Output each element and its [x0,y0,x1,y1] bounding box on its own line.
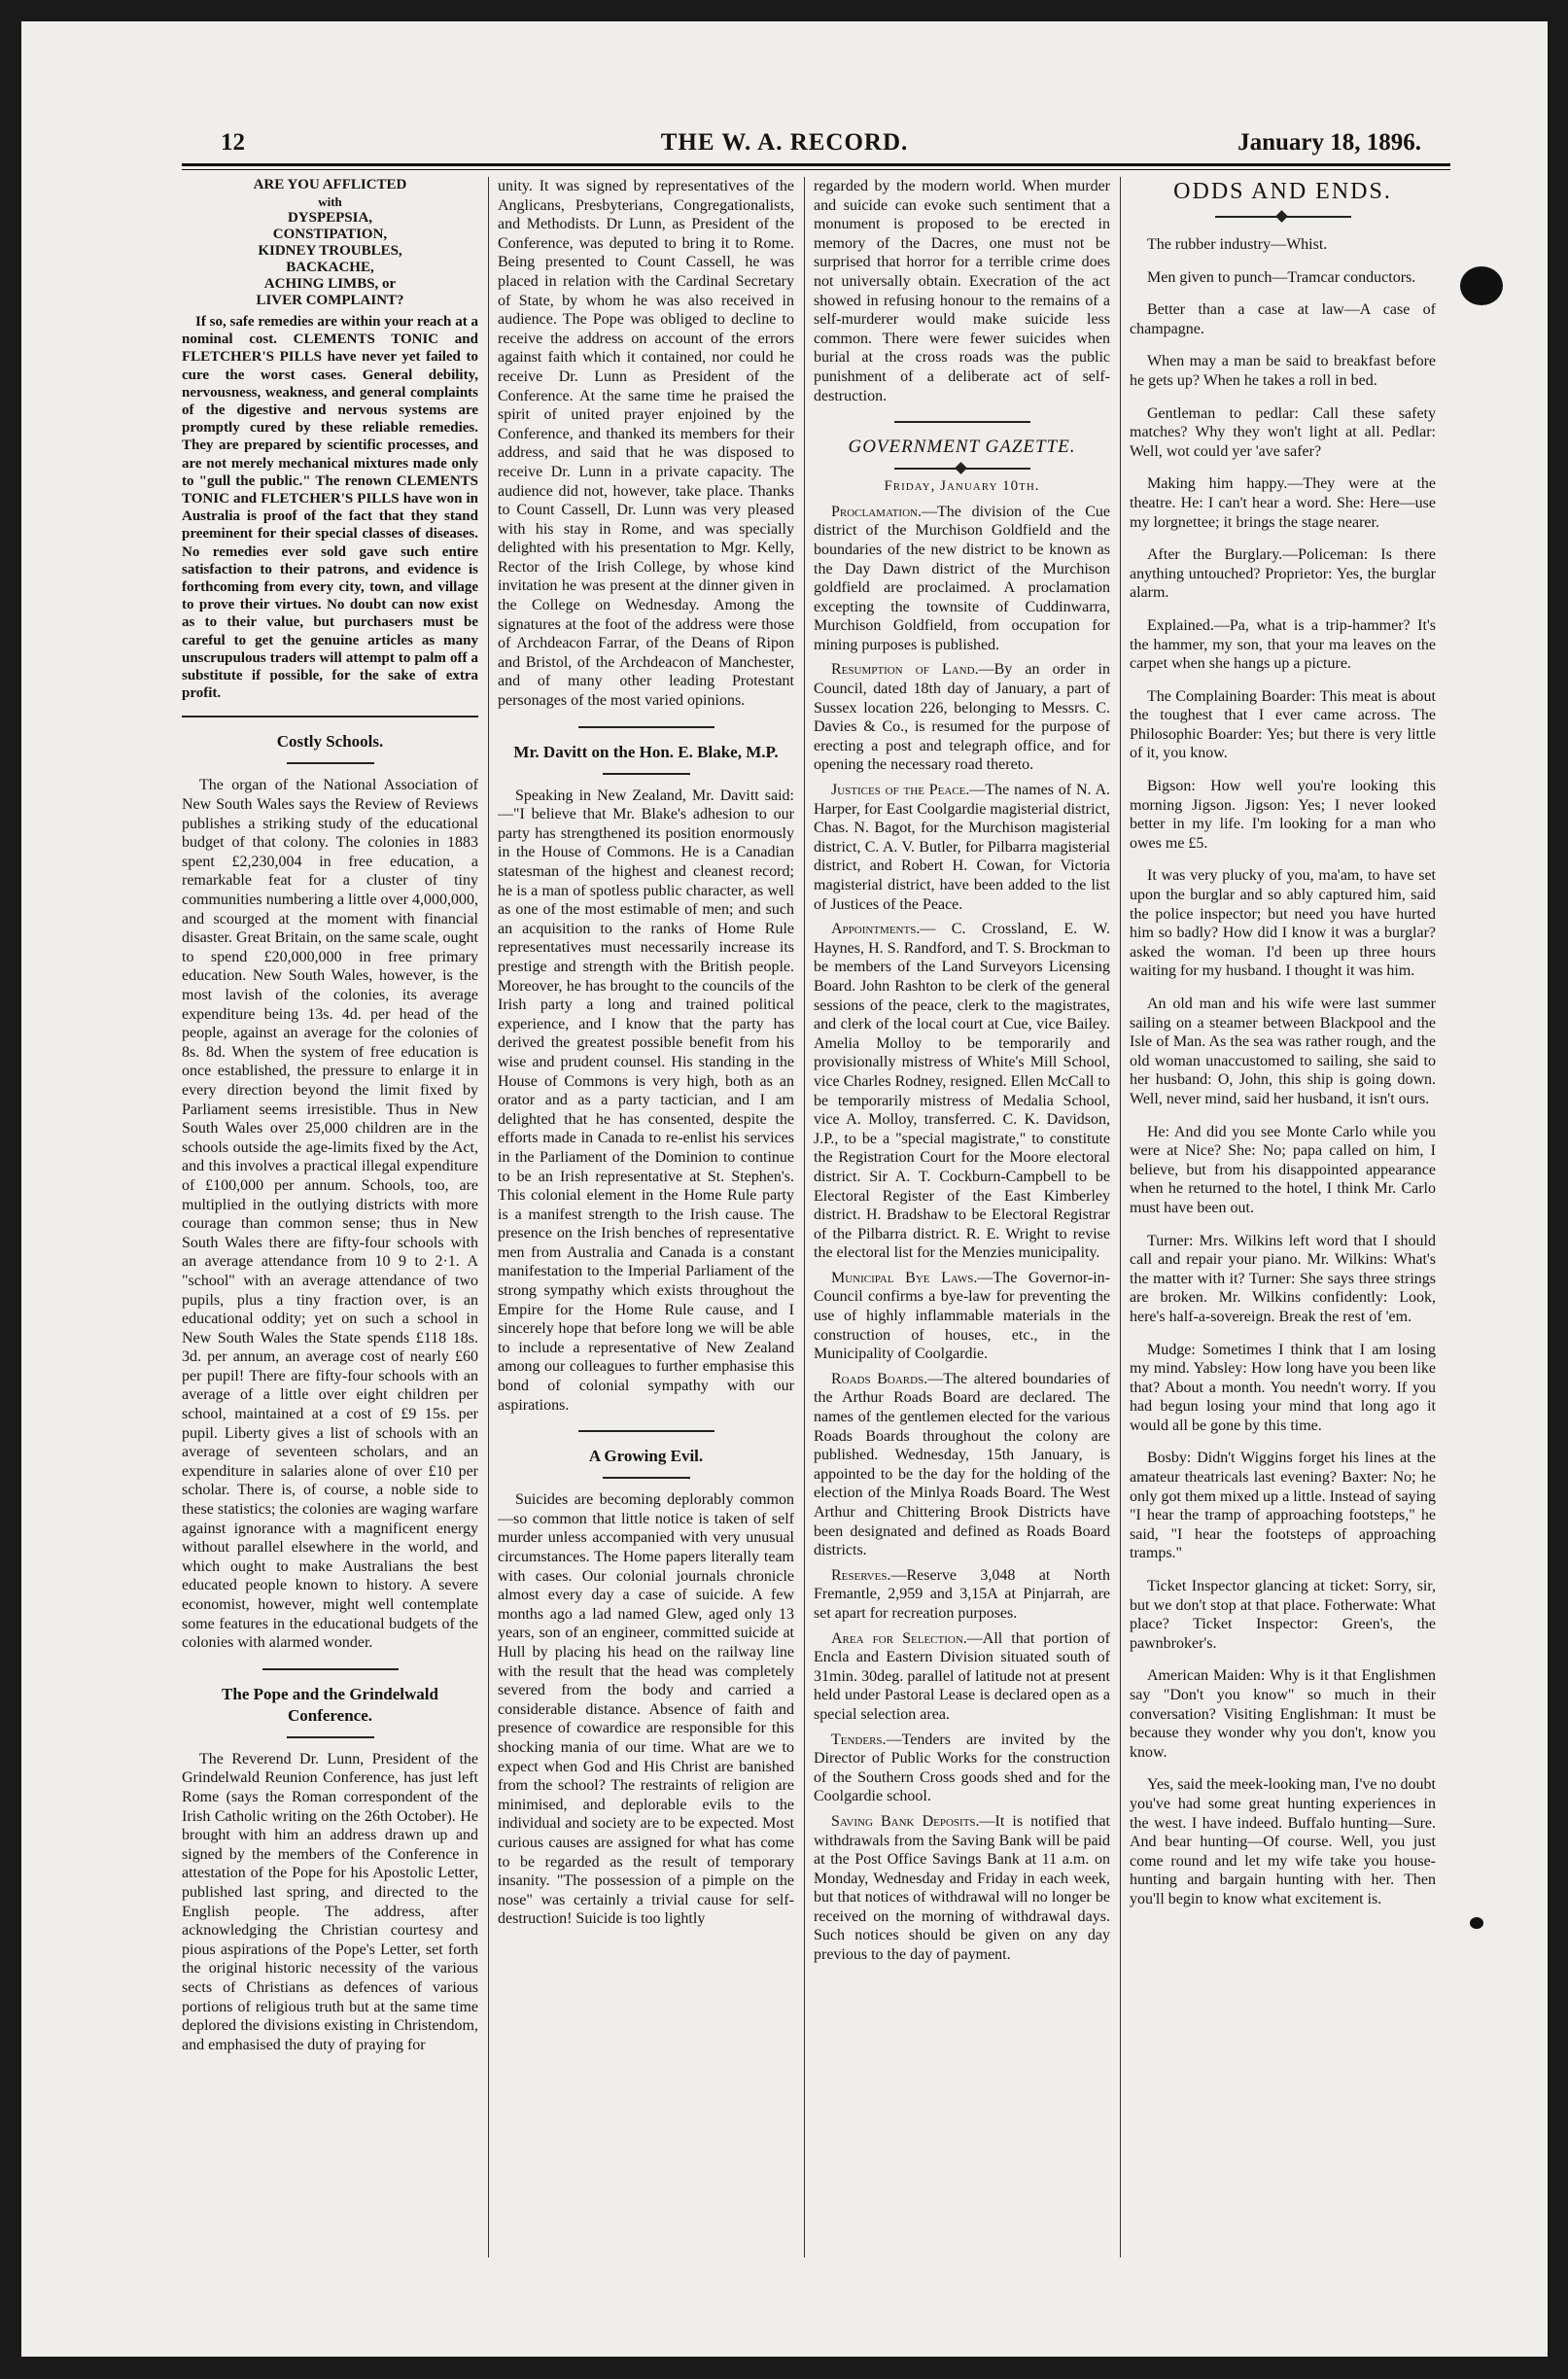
gazette-item [814,1269,1110,1364]
article-separator [182,716,478,717]
gazette-item-lead: Justices of the Peace. [831,782,970,799]
binding-hole-mark [1470,1917,1483,1929]
gazette-item-text: — C. Crossland, E. W. Haynes, H. S. Randford, and T. S. Brockman to be members of the Land Surveyors Licensing Board. John Rashton to be clerk of the general sessions of the peace, clerk to the magistrates, and clerk of the local court at Cue, vice Bailey. Amelia Molloy to be temporarily and provisionally mistress of White's Mill School, vice Charles Rodney, resigned. Ellen McCall to be temporarily mistress of Medalia School, vice A. Molloy, transferred. C. K. Davidson, J.P., to be a "special magistrate," to constitute the Registration Court for the Moore electoral district. Sir A. T. Cockburn-Campbell to be Electoral Register of the East Kimberley district. H. Bradshaw to be Electoral Registrar of the Pilbarra district. R. E. Wright to revise the electoral list for the Menzies municipality. [814,921,1110,1262]
article-title: Costly Schools. [276,732,384,752]
odds-item: The rubber industry—Whist. [1147,236,1328,253]
gazette-item [814,1370,1110,1560]
gazette-item-lead: Area for Selection. [831,1629,967,1647]
column-rule [488,177,489,2257]
gazette-item-lead: Saving Bank Deposits. [831,1812,980,1830]
gazette-item-lead: Roads Boards. [831,1370,928,1387]
column-3 [814,177,1110,2267]
title-rule [894,468,1030,470]
gazette-dateline: Friday, January 10th. [884,478,1040,495]
advert-line: ACHING LIMBS, or [263,276,397,292]
odds-item: After the Burglary.—Policeman: Is there anything untouched? Proprietor: Yes, the burglar alarm. [1130,546,1436,602]
advert-line: BACKACHE, [286,260,374,275]
odds-item: Bigson: How well you're looking this morning Jigson. Jigson: Yes; I never looked better in my life. I'm looking for a man who owes me £5. [1130,778,1436,852]
gazette-item-text: —Tenders are invited by the Director of Public Works for the construction of the Southern Cross goods shed and for the Coolgardie school. [814,1731,1110,1805]
binding-hole-mark [1460,266,1503,305]
title-rule [1215,216,1351,218]
odds-item: Gentleman to pedlar: Call these safety matches? Why they won't light at all. Pedlar: Well, wot could yer 'ave safer? [1130,404,1436,460]
advert-line: DYSPEPSIA, [287,210,373,226]
article-body: The organ of the National Association of New South Wales says the Review of Reviews publishes a striking study of the educational budget of that colony. The colonies in 1883 spent £2,230,004 in free education, a remarkable feat for a cluster of tiny communities numbering a little over 4,000,000, and scourged at the moment with financial disaster. Great Britain, on the same scale, ought to spend £20,000,000 in free primary education. New South Wales, however, is the most lavish of the colonies, its average expenditure being 13s. 4d. per head of the people, against an average for the colonies of 8s. 8d. When the system of free education is once established, the pressure to enlarge it in every direction beyond the limit fixed by Parliament seems irresistible. Thus in New South Wales over 25,000 children are in the schools outside the age-limits fixed by the Act, and this involves a practical illegal expenditure of £100,000 per annum. Schools, too, are multiplied in the outlying districts with more courage than common sense; thus in New South Wales there are fifty-four schools with an average attendance from 10 9 to 2·1. A "school" with an average attendance of two pupils, plus a tiny fraction over, is an educational oddity; yet on such a school in New South Wales the State spends £118 18s. 3d. per annum, an average cost of nearly £60 per pupil! There are fifty-four schools with an average of a little over eight children per school, maintained at a cost of £9 15s. per pupil. Liberty gives a list of schools with an average of seventeen scholars, and an expenditure in salaries alone of over £10 per scholar. There is, of course, a noble side to these statistics; the colonies are waging warfare against ignorance with a magnificent energy without parallel elsewhere in the world, and which ought to make Australians the best educated people known to history. A severe economist, however, might well contemplate some features in the educational budgets of the colonies with alarmed wonder. [182,777,478,1652]
title-rule [287,762,374,764]
gazette-item-text: —All that portion of Encla and Eastern Division situated south of 31min. 30deg. parallel of latitude not at present held under Pastoral Lease is declared open as a special selection area. [814,1629,1110,1723]
article-government-gazette [814,437,1110,1965]
header-rule [182,163,1450,166]
gazette-item [814,920,1110,1263]
gazette-item [814,781,1110,914]
gazette-item [814,1629,1110,1725]
gazette-item-lead: Resumption of Land. [831,661,979,679]
odds-item: Mudge: Sometimes I think that I am losing my mind. Yabsley: How long have you been like that? About a month. You needn't worry. If you had begun losing your mind that long ago it would all be gone by this time. [1130,1341,1436,1434]
odds-item: Making him happy.—They were at the theatre. He: I can't hear a word. She: Here—use my lorgnettee; it brings the stage nearer. [1130,475,1436,531]
advert-line: ARE YOU AFFLICTED [253,177,407,192]
odds-item: Explained.—Pa, what is a trip-hammer? It's the hammer, my son, that your ma leaves on the carpet when she hangs up a picture. [1130,616,1436,673]
gazette-item [814,1566,1110,1624]
gazette-item-lead: Municipal Bye Laws. [831,1269,978,1286]
odds-item: American Maiden: Why is it that Englishmen say "Don't you know" so much in their conversation? Visiting Englishman: It must be because they wonder why you don't, know you know. [1130,1667,1436,1761]
column-title: ODDS AND ENDS. [1173,179,1392,204]
header-rule [182,169,1450,170]
article-separator [578,726,714,728]
column-4 [1130,177,1436,2267]
advert-line: KIDNEY TROUBLES, [258,243,402,259]
article-costly-schools [182,731,478,1652]
odds-item: When may a man be said to breakfast before he gets up? When he takes a roll in bed. [1130,353,1436,389]
article-title: The Pope and the Grindelwald Conference. [222,1684,438,1725]
gazette-item [814,1812,1110,1965]
title-rule [603,1477,690,1479]
advert-line: with [318,194,342,209]
article-separator [894,421,1030,423]
article-body: Speaking in New Zealand, Mr. Davitt said:—"I believe that Mr. Blake's adhesion to our party has strengthened its position enormously in the House of Commons. He is a Canadian statesman of the highest and cleanest record; he is a man of spotless public character, as well as one of the most estimable of men; and such an acquisition to the ranks of Home Rule representatives must necessarily increase its prestige and strength with the British people. Moreover, he has brought to the councils of the Irish party a long and trained political experience, and I know that the party has derived the greatest possible benefit from his wise and prudent counsel. His standing in the House of Commons is very high, both as an orator and as a party tactician, and I am delighted that he has consented, despite the efforts made in Canada to re-enlist his services in the Parliament of the Dominion to continue to be an Irish representative at St. Stephen's. This colonial element in the Home Rule party is a manifest strength to the Irish cause. The presence on the Irish benches of representative men from Australia and Canada is a constant manifestation to the Imperial Parliament of the strong sympathy which exists throughout the Empire for the Home Rule cause, and I sincerely hope that before long we will be able to include a representative of New Zealand among our colleagues to further emphasise this bond of colonial sympathy with our aspirations. [498,787,794,1414]
article-growing-evil [498,1446,794,1929]
gazette-item-text: —The altered boundaries of the Arthur Roads Board are declared. The names of the gentlemen elected for the various Roads Boards throughout the colony are published. Wednesday, 15th January, is appointed to be the day for the holding of the election of the Minlya Roads Board. The West Arthur and Chittering Brook Districts have been designated and defined as Roads Board districts. [814,1370,1110,1559]
odds-item: The Complaining Boarder: This meat is about the toughest that I ever came across. The Philosophic Boarder: Yes; but there is very little of it, you know. [1130,687,1436,762]
column-2 [498,177,794,2267]
title-rule [287,1736,374,1738]
page-header [21,21,1548,167]
advert-line: LIVER COMPLAINT? [256,293,404,308]
paper-title: THE W. A. RECORD. [660,129,909,156]
odds-item: It was very plucky of you, ma'am, to have set upon the burglar and so ably captured him, said the police inspector; but need you have hurted him so badly? How did I know it was a burglar? asked the woman. I'd been up three hours waiting for my husband. I thought it was him. [1130,867,1436,980]
odds-item: Better than a case at law—A case of champagne. [1130,301,1436,337]
gazette-items [814,503,1110,1965]
article-title: Mr. Davitt on the Hon. E. Blake, M.P. [513,742,779,761]
advert-clements-tonic [182,177,478,702]
odds-item: Yes, said the meek-looking man, I've no doubt you've had some great hunting experiences in the west. I have indeed. Buffalo hunting—Sure. And bear hunting—Of course. Well, you just come round and let my wife take you house-hunting and bargain hunting with her. Then you'll begin to know what excitement is. [1130,1776,1436,1907]
odds-item: Bosby: Didn't Wiggins forget his lines at the amateur theatricals last evening? Baxter: No; he only got them mixed up a little. Instead of saying "I hear the tramp of approaching footsteps," he said, "I hear the footsteps of approaching tramps." [1130,1450,1436,1562]
advert-line: CONSTIPATION, [272,227,388,242]
article-title: A Growing Evil. [588,1447,704,1466]
article-pope-continued [498,177,794,711]
odds-item: Men given to punch—Tramcar conductors. [1147,268,1416,286]
odds-item: Ticket Inspector glancing at ticket: Sorry, sir, but we don't stop at that place. Fotherwate: What place? Ticket Inspector: Green's, the pawnbroker's. [1130,1578,1436,1652]
newspaper-page [21,21,1548,2357]
article-body: The Reverend Dr. Lunn, President of the Grindelwald Reunion Conference, has just left Rome (says the Roman correspondent of the Irish Catholic writing on the 26th October). He brought with him an address drawn up and signed by the members of the Conference in attestation of the Pope for his Apostolic Letter, published last spring, and directed to the English people. The address, after acknowledging the Christian courtesy and pious aspirations of the Pope's Letter, set forth the original historic necessity of the various sects of Christians as defences of various portions of religious truth but at the same time deplored the divisions existing in Christendom, and emphasised the duty of praying for [182,1750,478,2053]
column-rule [804,177,805,2257]
issue-date: January 18, 1896. [1237,129,1421,156]
gazette-item [814,503,1110,655]
odds-item: He: And did you see Monte Carlo while you were at Nice? She: No; papa called on him, I believe, but from his disappointed appearance when he returned to the hotel, I think Mr. Carlo must have been out. [1130,1123,1436,1216]
gazette-item [814,1731,1110,1806]
odds-list [1130,235,1436,1909]
advert-body: If so, safe remedies are within your reach at a nominal cost. CLEMENTS TONIC and FLETCHER'S PILLS have never yet failed to cure the worst cases. General debility, nervousness, weakness, and general complaints of the digestive and nervous systems are promptly cured by these reliable remedies. They are prepared by scientific processes, and are not merely mechanical mixtures made only to "gull the public." The renown CLEMENTS TONIC and FLETCHER'S PILLS have won in Australia is proof of the fact that they stand preeminent for their special classes of diseases. No remedies ever sold gave such entire satisfaction to their patrons, and evidence is forthcoming from every city, town, and village to prove their virtues. No doubt can now exist as to their value, but purchasers must be careful to get the genuine articles as many unscrupulous traders will attempt to palm off a substitute if possible, for the sake of extra profit. [182,314,478,702]
article-body: Suicides are becoming deplorably common—so common that little notice is taken of self murder unless accompanied with very unusual circumstances. The Home papers literally team with cases. Our colonial journals chronicle almost every day a case of suicide. A few months ago a lad named Glew, aged only 13 years, son of an engineer, committed suicide at Hull by placing his head on the railway line with the result that the head was completely severed from the body and carried a considerable distance. Absence of faith and presence of cowardice are responsible for this shocking mania of our time. What are we to expect when God and His Christ are banished from the school? The restraints of religion are minimised, and deplorable evils to the individual and society are to be expected. Most curious causes are assigned for what has come to be regarded as the result of temporary insanity. "The possession of a pimple on the nose" was certainly a trivial cause for self-destruction! Suicide is too lightly [498,1491,794,1928]
article-body: unity. It was signed by representatives of the Anglicans, Presbyterians, Congregationalists, and Methodists. Dr Lunn, as President of the Conference, was deputed to bring it to Rome. Being presented to Count Cassell, he was placed in relation with the Cardinal Secretary of State, by whom he was also received in audience. The Pope was obliged to decline to receive the address on account of the errors against faith which it contained, nor could he receive Dr. Lunn as President of the Conference. At the same time he praised the spirit of united prayer enjoined by the Conference, and thanked its members for their address, and said that he was disposed to receive Dr. Lunn in a private capacity. The audience did not, however, take place. Thanks to Count Cassell, Dr. Lunn was very pleased with his stay in Rome, and was specially delighted with his presentation to Mgr. Kelly, Rector of the Irish College, by whose kind invitation he was present at the dinner given in the College on Wednesday. Among the signatures at the foot of the address were those of Archdeacon Farrar, of the Deans of Ripon and Bristol, of the Archdeacon of Manchester, and of many other leading Protestant personages of the most varied opinions. [498,178,794,710]
gazette-item-lead: Proclamation. [831,503,922,520]
column-1 [182,177,478,2267]
article-body: regarded by the modern world. When murder and suicide can evoke such sentiment that a monument is proposed to be erected in memory of the Dacres, one must not be surprised that horror for a terrible crime does not universally obtain. Execration of the act showed in refusing honour to the remains of a self-murderer would make suicide less common. There were fewer suicides when burial at the cross roads was the public punishment of a deliberate act of self-destruction. [814,178,1110,404]
article-title: GOVERNMENT GAZETTE. [848,437,1076,458]
article-separator [262,1668,399,1670]
gazette-item-text: —Reserve 3,048 at North Fremantle, 2,959 and 3,15A at Pinjarrah, are set apart for recreation purposes. [814,1566,1110,1622]
gazette-item-text: —By an order in Council, dated 18th day of January, a part of Sussex location 226, belonging to Messrs. C. Davies & Co., is resumed for the purpose of erecting a post and telegraph office, and for opening the necessary road thereto. [814,661,1110,774]
article-pope-grindelwald [182,1684,478,2055]
column-rule [1120,177,1121,2257]
gazette-item-lead: Reserves. [831,1566,891,1584]
gazette-item-text: —It is notified that withdrawals from the Saving Bank will be paid at the Post Office Savings Bank at 11 a.m. on Monday, Wednesday and Friday in each week, but that notices of withdrawal will no longer be received on the morning of withdrawal days. Such notices should be given on any day previous to the day of payment. [814,1812,1110,1964]
gazette-item-text: —The division of the Cue district of the Murchison Goldfield and the boundaries of the new district to be known as the Day Dawn district of the Murchison goldfield are proclaimed. A proclamation excepting the townsite of Cuddinwarra, Murchison Goldfield, from occupation for mining purposes is published. [814,503,1110,653]
article-separator [578,1430,714,1432]
article-growing-evil-continued [814,177,1110,405]
gazette-item-text: —The Governor-in-Council confirms a bye-law for preventing the use of highly inflammable materials in the construction of houses, etc., in the Municipality of Coolgardie. [814,1269,1110,1363]
page-number: 12 [221,129,245,156]
odds-item: Turner: Mrs. Wilkins left word that I should call and repair your piano. Mr. Wilkins: What's the matter with it? Turner: She says three strings are broken. Mr. Wilkins confidently: Look, here's half-a-sovereign. Break the rest of 'em. [1130,1232,1436,1325]
title-rule [603,773,690,775]
gazette-item [814,660,1110,775]
gazette-item-text: —The names of N. A. Harper, for East Coolgardie magisterial district, Chas. N. Bagot, for the Murchison magisterial district, C. A. V. Butler, for Pilbarra magisterial district, and Robert H. Cowan, for Victoria magisterial district, have been added to the list of Justices of the Peace. [814,782,1110,913]
odds-item: An old man and his wife were last summer sailing on a steamer between Blackpool and the Isle of Man. As the sea was rather rough, and the old woman unaccustomed to sailing, she said to her husband: O, John, this ship is going down. Well, never mind, said her husband, it isn't ours. [1130,996,1436,1107]
gazette-item-lead: Tenders. [831,1731,887,1748]
gazette-item-lead: Appointments. [831,921,921,938]
article-davitt-blake [498,742,794,1416]
